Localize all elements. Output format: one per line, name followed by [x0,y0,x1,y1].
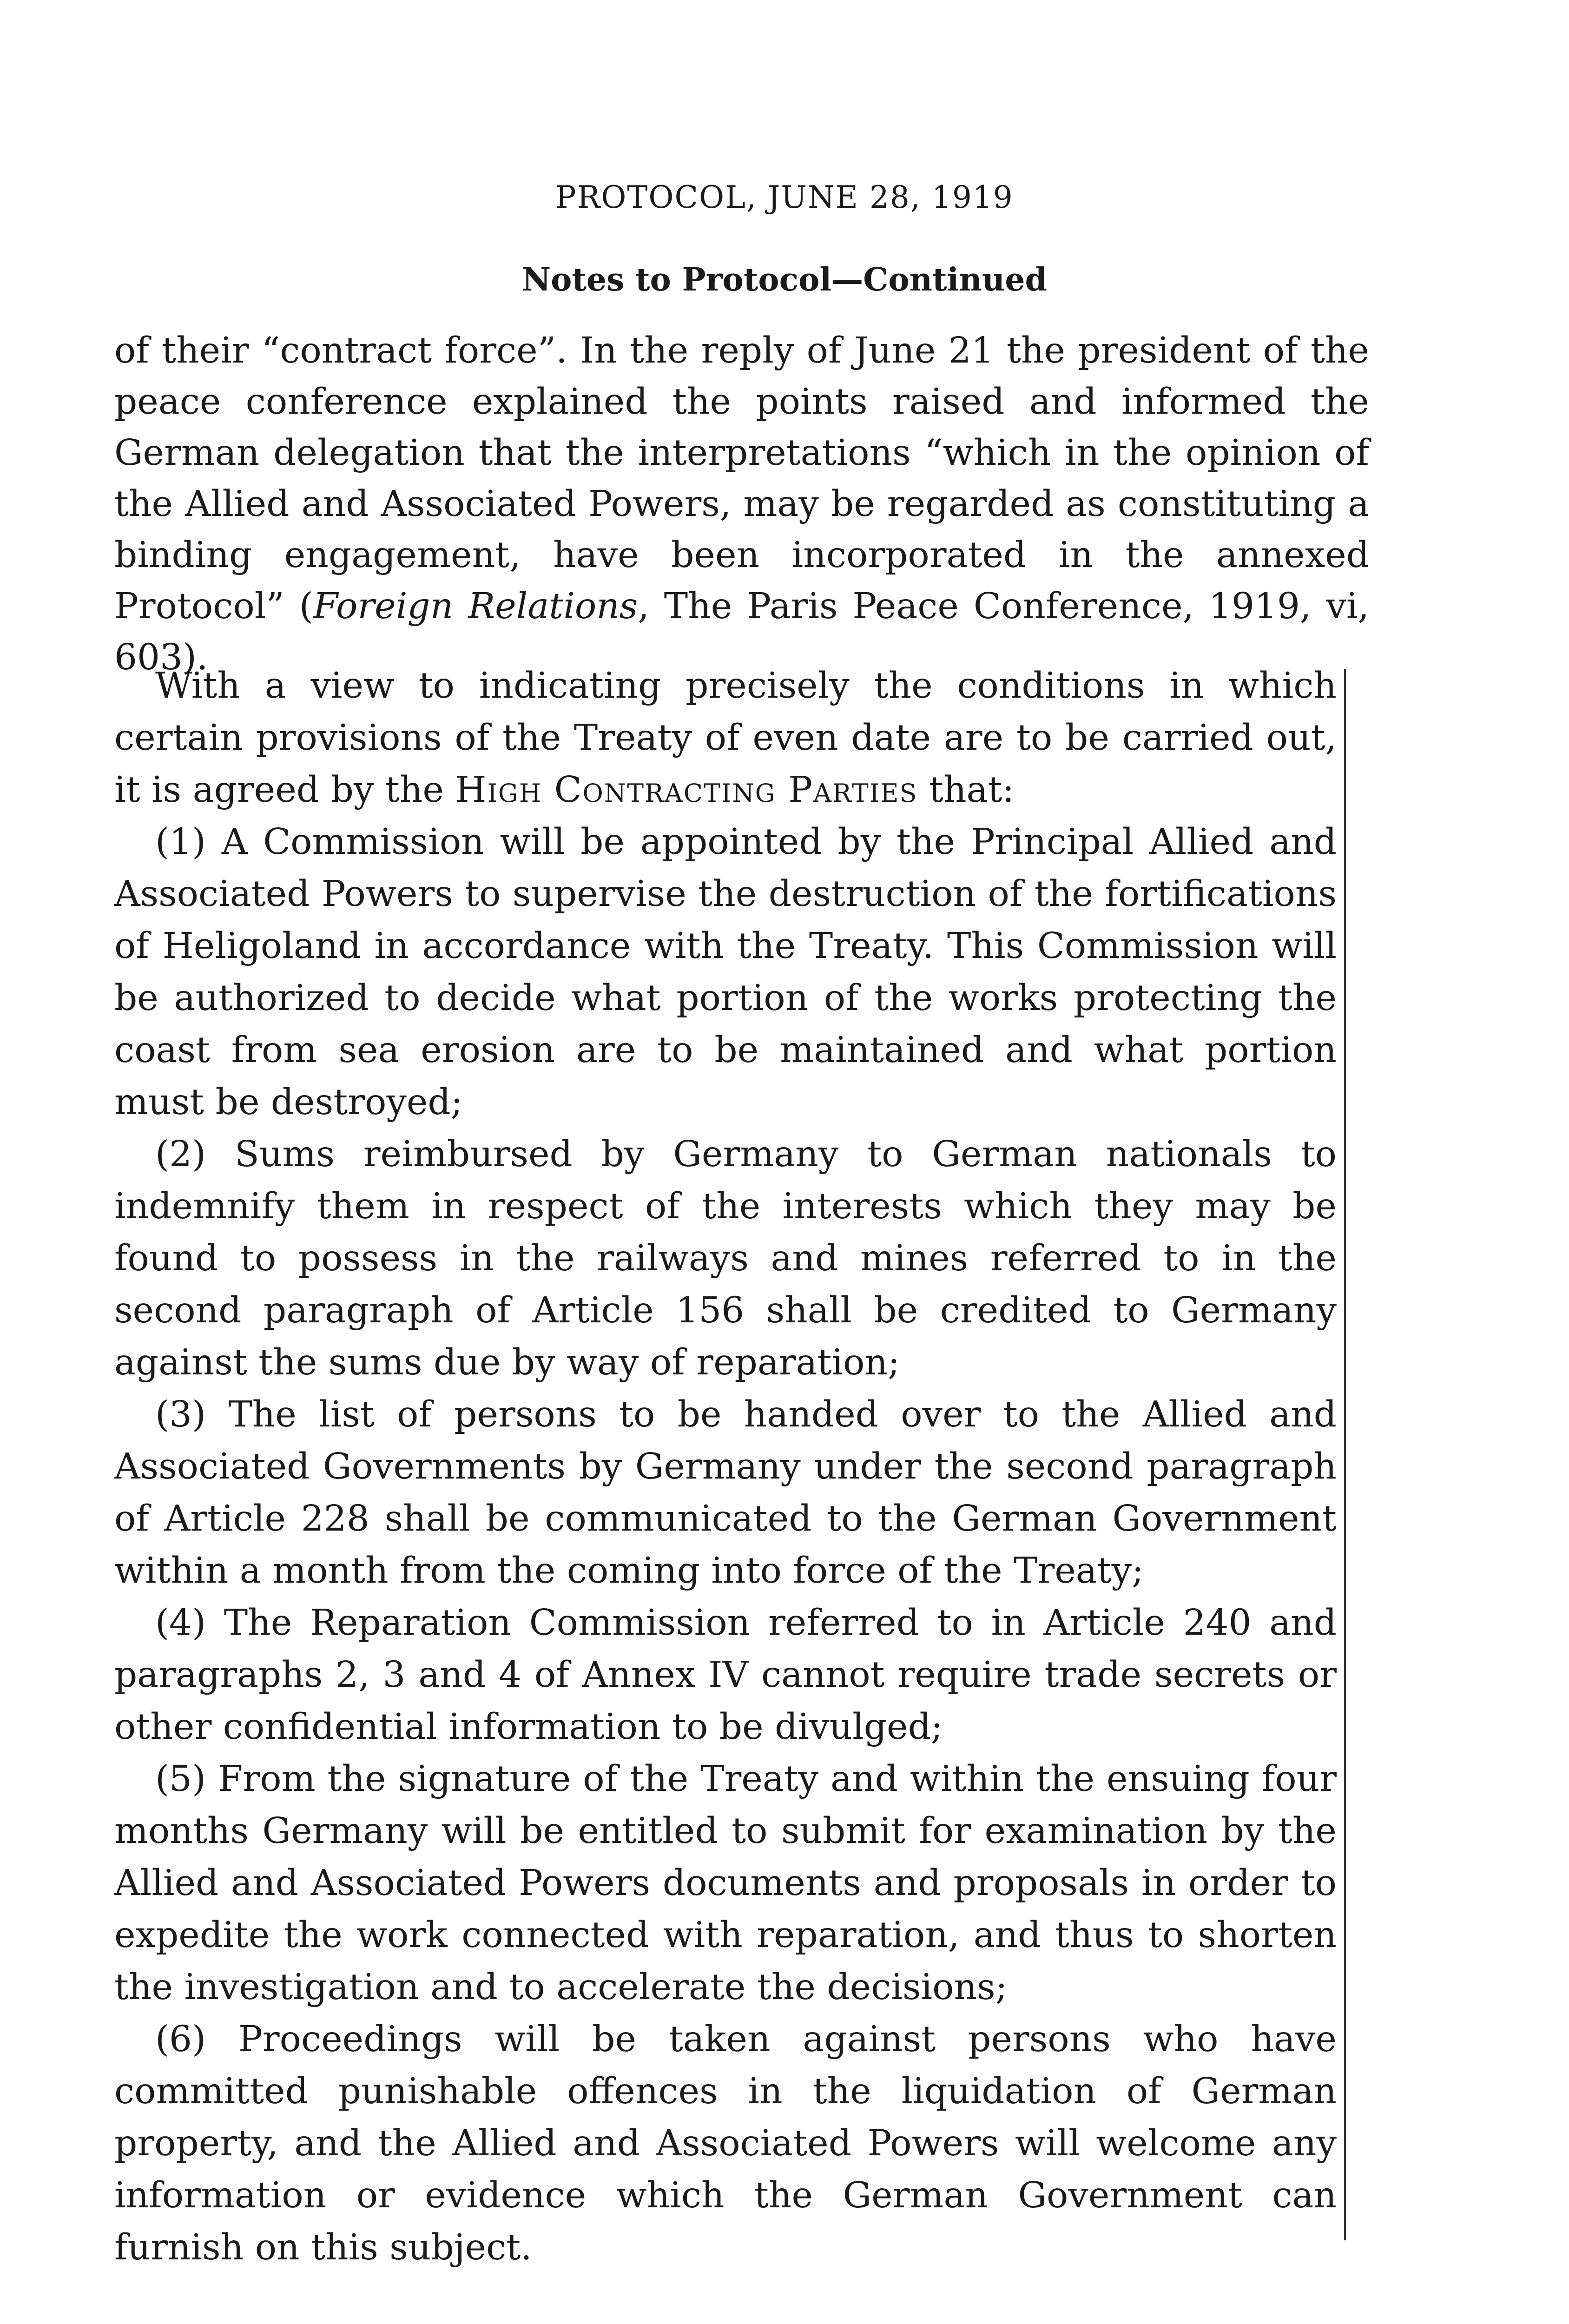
notes-continued-text [114,325,1369,683]
notes-italic-title: Foreign Relations [313,586,638,627]
running-head: PROTOCOL, JUNE 28, 1919 [555,179,1014,215]
protocol-intro-part2: that: [917,769,1015,811]
notes-heading: Notes to Protocol—Continued [521,261,1048,298]
protocol-intro [114,660,1337,816]
notes-text-part1: of their “contract force”. In the reply of June 21 the president of the peace conference explained the points raised and informed the German delegation that the interpretations “which in the opinion of the Allied and Associated Powers, may be regarded as constituting a binding engagement, have been incorporated in the annexed Protocol” ( [114,330,1369,627]
notes-text-part2: , The Paris Peace Conference, 1919, vi, 603). [114,586,1369,678]
high-contracting-parties: High Contracting Parties [455,769,918,811]
protocol-item-2: (2) Sums reimbursed by Germany to German nationals to indemnify them in respect of the interests which they may be found to possess in the railways and mines referred to in the second paragraph of Article 156 shall be credited to Germany against the sums due by way of reparation; [114,1134,1337,1383]
protocol-item-3: (3) The list of persons to be handed over to the Allied and Associated Governments by Germany under the second paragraph of Article 228 shall be communicated to the German Government within a month from the coming into force of the Treaty; [114,1394,1337,1591]
protocol-item-1: (1) A Commission will be appointed by the Principal Allied and Associated Powers to supervise the destruction of the fortifications of Heligoland in accordance with the Treaty. This Commission will be authorized to decide what portion of the works protecting the coast from sea erosion are to be maintained and what portion must be destroyed; [114,821,1337,1123]
protocol-intro-part1: With a view to indicating precisely the conditions in which certain provisions of the Treaty of even date are to be carried out, it is agreed by the [114,665,1337,811]
protocol-item-5: (5) From the signature of the Treaty and within the ensuing four months Germany will be entitled to submit for examination by the Allied and Associated Powers documents and proposals in order to expedite the work connected with reparation, and thus to shorten the investigation and to accelerate the decisions; [114,1758,1337,2008]
protocol-item-4: (4) The Reparation Commission referred to in Article 240 and paragraphs 2, 3 and 4 of Annex IV cannot require trade secrets or other confidential information to be divulged; [114,1602,1337,1748]
notes-paragraph [114,325,1369,683]
marginal-rule [1344,669,1346,2240]
protocol-text [114,660,1337,2274]
protocol-item-6: (6) Proceedings will be taken against persons who have committed punishable offences in the liquidation of German property, and the Allied and Associated Powers will welcome any information or evidence which the German Government can furnish on this subject. [114,2019,1337,2268]
